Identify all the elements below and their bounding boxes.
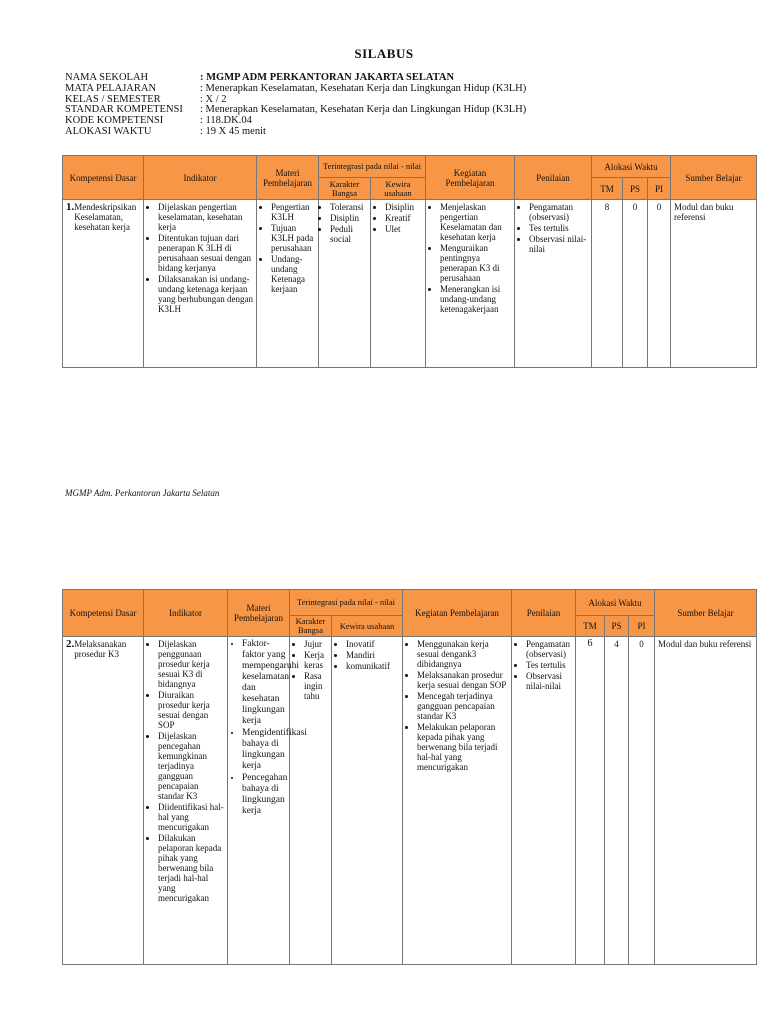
page-title: SILABUS [354,46,414,61]
list-item: • Dijelaskan pencegahan kemungkinan terjadinya gangguan pencapaian standar K3 [158,731,224,801]
info-label: STANDAR KOMPETENSI [65,104,183,116]
row-number: 1. [66,201,75,213]
list-item: • Toleransi [330,202,367,212]
header-indikator: Indikator [144,590,228,637]
cell-kd [63,637,144,965]
header-karakter: Karakter Bangsa [290,616,332,637]
kd-text: Melaksanakan prosedur K3 [74,639,127,659]
header-kegiatan: Kegiatan Pembelajaran [426,156,515,200]
cell-pi: 0 [629,637,655,965]
list-item: • Observasi nilai-nilai [529,234,588,254]
list-item: • Menggunakan kerja sesuai dengank3 dibidangnya [417,639,508,669]
list-item: • Mengidentifikasi bahaya di lingkungan kerja [242,728,286,772]
list-item: • Kreatif [385,213,422,223]
header-karakter: Karakter Bangsa [319,178,371,200]
list-item: • Undang-undang Ketenaga kerjaan [271,254,315,294]
cell-materi [228,637,307,965]
info-label: ALOKASI WAKTU [65,125,152,137]
list-item: • Observasi nilai-nilai [526,671,572,691]
list-item: • Dijelaskan pengertian keselamatan, kesehatan kerja [158,202,253,232]
list-item: • Disiplin [330,213,367,223]
kd-text: Mendeskripsikan Keselamatan, kesehatan kerja [74,202,137,232]
cell-kd [63,200,144,368]
header-kegiatan: Kegiatan Pembelajaran [403,590,512,637]
header-pi: PI [648,178,671,200]
header-kd: Kompetensi Dasar [63,590,144,637]
header-sumber: Sumber Belajar [671,156,757,200]
cell-kewira [371,200,426,368]
header-kewira: Kewira usahaan [332,616,403,637]
footer-text: MGMP Adm. Perkantoran Jakarta Selatan [65,488,220,498]
cell-pi: 0 [648,200,671,368]
info-label: MATA PELAJARAN [65,82,157,94]
list-item: • Mandiri [346,650,399,660]
list-item: • Dilaksanakan isi undang-undang ketenaga kerjaan yang berhubungan dengan K3LH [158,274,253,314]
list-item: • Pencegahan bahaya di lingkungan kerja [242,773,286,817]
cell-ps: 4 [605,637,629,965]
header-nilai: Terintegrasi pada nilai - nilai [290,590,403,616]
info-label: KELAS / SEMESTER [65,93,161,105]
cell-sumber: Modul dan buku referensi [671,200,757,368]
syllabus-table-2 [62,589,757,965]
list-item: • Peduli social [330,224,367,244]
table-row [63,637,757,965]
header-alokasi: Alokasi Waktu [576,590,655,616]
list-item: • Ulet [385,224,422,234]
list-item: • Pengamatan (observasi) [529,202,588,222]
header-tm: TM [592,178,623,200]
list-item: • Diidentifikasi hal-hal yang mencurigakan [158,802,224,832]
table-row [63,200,757,368]
cell-tm: 8 [592,200,623,368]
list-item: • Dilakukan pelaporan kepada pihak yang berwenang bila terjadi hal-hal yang mencurigakan [158,833,224,903]
info-label: KODE KOMPETENSI [65,115,164,127]
list-item: • Pengertian K3LH [271,202,315,222]
info-value: : X / 2 [200,93,227,105]
cell-karakter [319,200,371,368]
header-materi: Materi Pembelajaran [228,590,290,637]
header-tm: TM [576,616,605,637]
list-item: • Tes tertulis [526,660,572,670]
info-label: NAMA SEKOLAH [65,72,149,83]
list-item: • Menjelaskan pengertian Keselamatan dan kesehatan kerja [440,202,511,242]
cell-tm: 6 [576,637,605,965]
list-item: • Dijelaskan penggunaan prosedur kerja sesuai K3 di bidangnya [158,639,224,689]
info-row-subject [65,84,526,95]
list-item: • Menerangkan isi undang-undang ketenagakerjaan [440,284,511,314]
header-indikator: Indikator [144,156,257,200]
header-penilaian: Penilaian [512,590,576,637]
list-item: • Diuraikan prosedur kerja sesuai dengan SOP [158,690,224,730]
header-alokasi: Alokasi Waktu [592,156,671,178]
list-item: • Tujuan K3LH pada perusahaan [271,223,315,253]
header-kd: Kompetensi Dasar [63,156,144,200]
list-item: • Ditentukan tujuan dari penerapan K 3LH di perusahaan sesuai dengan bidang kerjanya [158,233,253,273]
cell-penilaian [515,200,592,368]
list-item: • Jujur [304,639,328,649]
info-row-time [65,127,526,138]
info-value: : Menerapkan Keselamatan, Kesehatan Kerja dan Lingkungan Hidup (K3LH) [200,82,527,94]
row-number: 2. [66,638,75,650]
list-item: • Pengamatan (observasi) [526,639,572,659]
cell-karakter [290,637,332,965]
cell-kegiatan [426,200,515,368]
list-item: • Inovatif [346,639,399,649]
list-item: • Menguraikan pentingnya penerapan K3 di perusahaan [440,243,511,283]
cell-penilaian [512,637,576,965]
header-penilaian: Penilaian [515,156,592,200]
syllabus-table-1 [62,155,757,368]
info-value: : 118.DK.04 [200,115,252,127]
list-item: • komunikatif [346,661,399,671]
cell-kewira [332,637,403,965]
list-item: • Melakukan pelaporan kepada pihak yang berwenang bila terjadi hal-hal yang mencurigakan [417,722,508,772]
list-item: • Faktor-faktor yang mempengaruhi keselamatan dan kesehatan lingkungan kerja [242,639,286,727]
info-value: : Menerapkan Keselamatan, Kesehatan Kerja dan Lingkungan Hidup (K3LH) [200,104,527,116]
info-value: : 19 X 45 menit [200,125,266,137]
info-block [65,73,526,138]
list-item: • Rasa ingin tahu [304,671,328,701]
header-ps: PS [605,616,629,637]
cell-sumber: Modul dan buku referensi [655,637,757,965]
header-ps: PS [623,178,648,200]
list-item: • Tes tertulis [529,223,588,233]
cell-ps: 0 [623,200,648,368]
header-materi: Materi Pembelajaran [257,156,319,200]
list-item: • Mencegah terjadinya gangguan pencapaian standar K3 [417,691,508,721]
list-item: • Kerja keras [304,650,328,670]
header-sumber: Sumber Belajar [655,590,757,637]
list-item: • Disiplin [385,202,422,212]
cell-materi [257,200,319,368]
cell-indikator [144,200,257,368]
header-kewira: Kewira usahaan [371,178,426,200]
cell-indikator [144,637,228,965]
info-value: : MGMP ADM PERKANTORAN JAKARTA SELATAN [200,72,455,83]
list-item: • Melaksanakan prosedur kerja sesuai dengan SOP [417,670,508,690]
header-nilai: Terintegrasi pada nilai - nilai [319,156,426,178]
cell-kegiatan [403,637,512,965]
header-pi: PI [629,616,655,637]
